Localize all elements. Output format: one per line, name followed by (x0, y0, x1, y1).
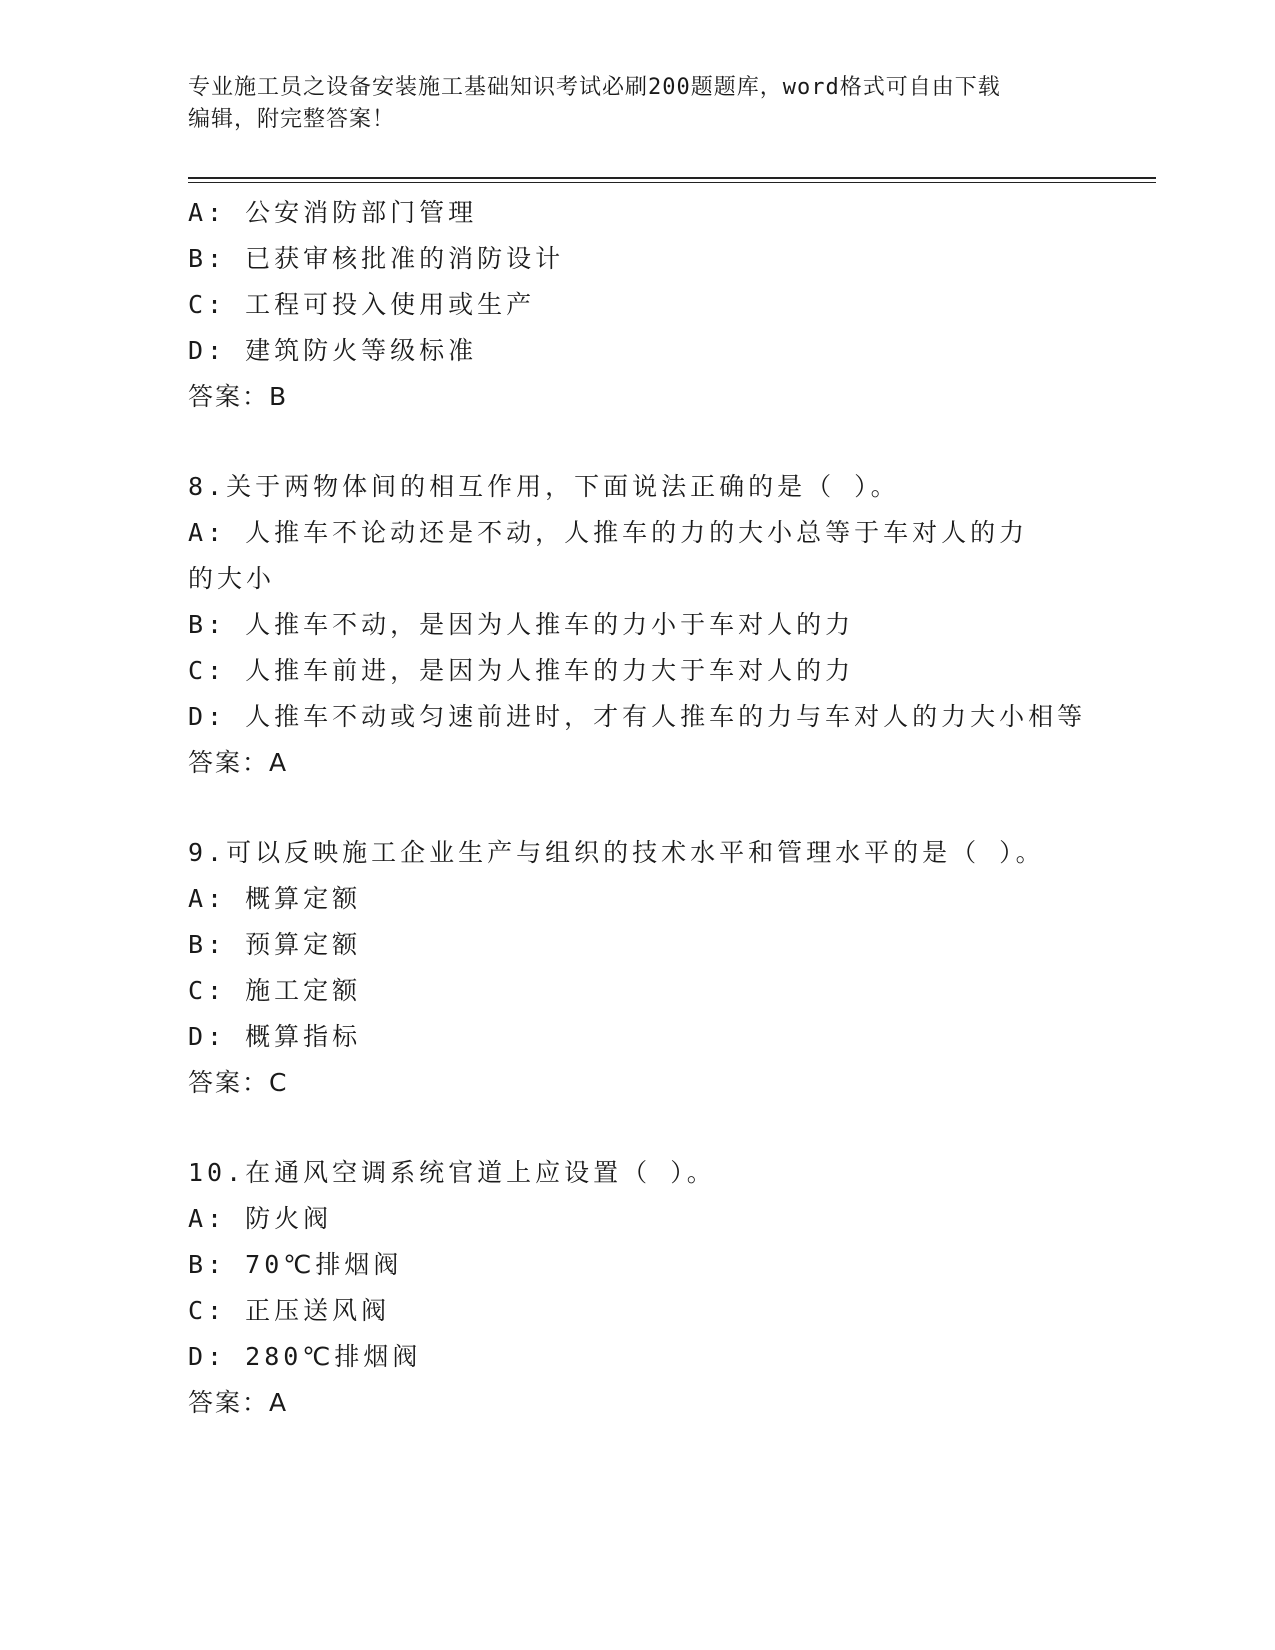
q9-answer: 答案：C (188, 1068, 289, 1097)
q8-answer: 答案：A (188, 748, 289, 777)
question-8-block (188, 464, 1088, 786)
q8-option-d: D: 人推车不动或匀速前进时，才有人推车的力与车对人的力大小相等 (188, 702, 1087, 731)
q9-option-a: A: 概算定额 (188, 884, 362, 913)
q9-option-d: D: 概算指标 (188, 1022, 362, 1051)
header-divider-thick (188, 177, 1156, 179)
document-header (188, 72, 1088, 136)
question-10-block (188, 1150, 1088, 1426)
q9-option-c: C: 施工定额 (188, 976, 362, 1005)
spacer (188, 1106, 1088, 1150)
spacer (188, 420, 1088, 464)
q10-question: 10.在通风空调系统官道上应设置（ ）。 (188, 1158, 716, 1187)
q8-question: 8.关于两物体间的相互作用，下面说法正确的是（ ）。 (188, 472, 900, 501)
header-divider-thin (188, 182, 1156, 183)
q9-question: 9.可以反映施工企业生产与组织的技术水平和管理水平的是（ ）。 (188, 838, 1045, 867)
q9-option-b: B: 预算定额 (188, 930, 362, 959)
q10-answer: 答案：A (188, 1388, 289, 1417)
q7-option-b: B: 已获审核批准的消防设计 (188, 244, 565, 273)
q8-option-c: C: 人推车前进，是因为人推车的力大于车对人的力 (188, 656, 855, 685)
q10-option-a: A: 防火阀 (188, 1204, 333, 1233)
q10-option-d: D: 280℃排烟阀 (188, 1342, 422, 1371)
q10-option-b: B: 70℃排烟阀 (188, 1250, 403, 1279)
q8-option-b: B: 人推车不动，是因为人推车的力小于车对人的力 (188, 610, 855, 639)
question-content (188, 190, 1088, 1426)
q10-option-c: C: 正压送风阀 (188, 1296, 391, 1325)
q8-option-a: A: 人推车不论动还是不动，人推车的力的大小总等于车对人的力的大小 (188, 518, 1029, 593)
header-title-line-1: 专业施工员之设备安装施工基础知识考试必刷200题题库，word格式可自由下载 (188, 75, 1001, 100)
spacer (188, 786, 1088, 830)
question-7-block (188, 190, 1088, 420)
question-9-block (188, 830, 1088, 1106)
q7-option-c: C: 工程可投入使用或生产 (188, 290, 536, 319)
q7-answer: 答案：B (188, 382, 289, 411)
q7-option-a: A: 公安消防部门管理 (188, 198, 478, 227)
q7-option-d: D: 建筑防火等级标准 (188, 336, 478, 365)
header-title-line-2: 编辑，附完整答案！ (188, 107, 396, 132)
